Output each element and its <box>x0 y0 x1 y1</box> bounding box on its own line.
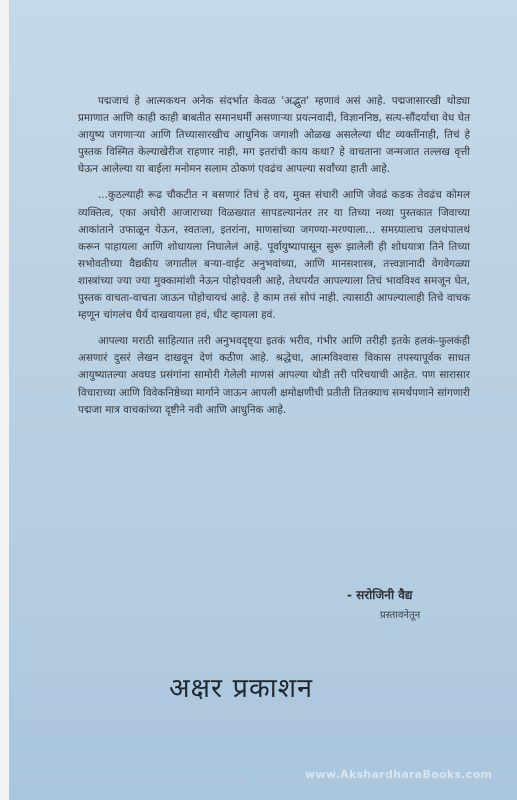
blurb-paragraph-2: ...कुठल्याही रूढ चौकटीत न बसणारं तिचं हे वय, मुक्त संचारी आणि जेवढं कडक तेवढंच कोमल व्यक्तित्व, एका अघोरी आजाराच्या विळख्यात सापडल्यानंतर तर या तिच्या नव्या पुस्तकात जिवाच्या आकांताने उफाळून येऊन, स्वतःला, इतरांना, माणसांच्या जगण्या-मरण्याला... समग्र्यालाच उलथंपालथं करून पाहायला आणि शोधायला निघालेलं आहे. पूर्वायुष्यापासून सुरू झालेली ही शोधयात्रा तिने तिच्या सभोवतीच्या वैद्यकीय जगातील बऱ्या-वाईट अनुभवांच्या, आणि मानसशास्त्र, तत्त्वज्ञानादी वेगवेगळ्या शास्त्रांच्या ज्या ज्या मुक्कामांशी नेऊन पोहोचवली आहे, तेथपर्यंत आपल्याला तिचं भावविश्व समजून घेत, पुस्तक वाचता-वाचता जाऊन पोहोचायचं आहे. हे काम तसं सोपं नाही. त्यासाठी आपल्यालाही तिचे वाचक म्हणून चांगलंच धैर्य दाखवायला हवं, धीट व्हायला हवं. <box>78 189 470 322</box>
author-signature: - सरोजिनी वैद्य <box>347 588 413 602</box>
watermark-text: www.AkshardharaBooks.com <box>305 768 493 781</box>
signature-source: प्रस्तावनेतून <box>380 610 421 621</box>
blurb-paragraph-3: आपल्या मराठी साहित्यात तरी अनुभवदृष्ट्या इतकं भरीव, गंभीर आणि तरीही इतके हलकं-फुलकंही असणारं दुसरं लेखन दाखवून देणं कठीण आहे. श्रद्धेचा, आत्मविश्वास विकास तपस्यापूर्वक साधत आयुष्यातल्या अवघड प्रसंगांना सामोरी गेलेली माणसं आपल्या थोडी तरी परिचयाची आहेत. पण सारासार विचाराच्या आणि विवेकनिष्ठेच्या मार्गाने जाऊन आपली क्षमोक्षणीची प्रतीती तितक्याच समर्थपणाने सांगणारी पद्मजा मात्र वाचकांच्या दृष्टीने नवी आणि आधुनिक आहे. <box>78 335 470 416</box>
publisher-name: अक्षर प्रकाशन <box>169 673 314 704</box>
page-margin-strip <box>0 0 9 800</box>
blurb-paragraph-1: पद्मजाचं हे आत्मकथन अनेक संदर्भात केवळ 'अद्भुत' म्हणावं असं आहे. पद्मजासारखी थोड्या प्रमाणात आणि काही काही बाबतीत समानधर्मी असणाऱ्या प्रयत्नवादी, विज्ञाननिष्ठ, सत्य-सौंदर्याचा वेध घेत आयुष्य जगणाऱ्या आणि तिच्यासारखीच आधुनिक जगाशी ओळख असलेल्या धीट व्यक्तींनाही, तिचं हे पुस्तक विस्मित केल्याखेरीज राहणार नाही, मग इतरांची काय कथा? हे वाचताना जन्मजात तल्लख वृत्ती घेऊन आलेल्या या बाईला मनोमन सलाम ठोकणं एवढंच आपल्या सर्वांच्या हाती आहे. <box>78 95 470 176</box>
blurb-text <box>78 93 470 428</box>
back-cover <box>9 0 517 800</box>
